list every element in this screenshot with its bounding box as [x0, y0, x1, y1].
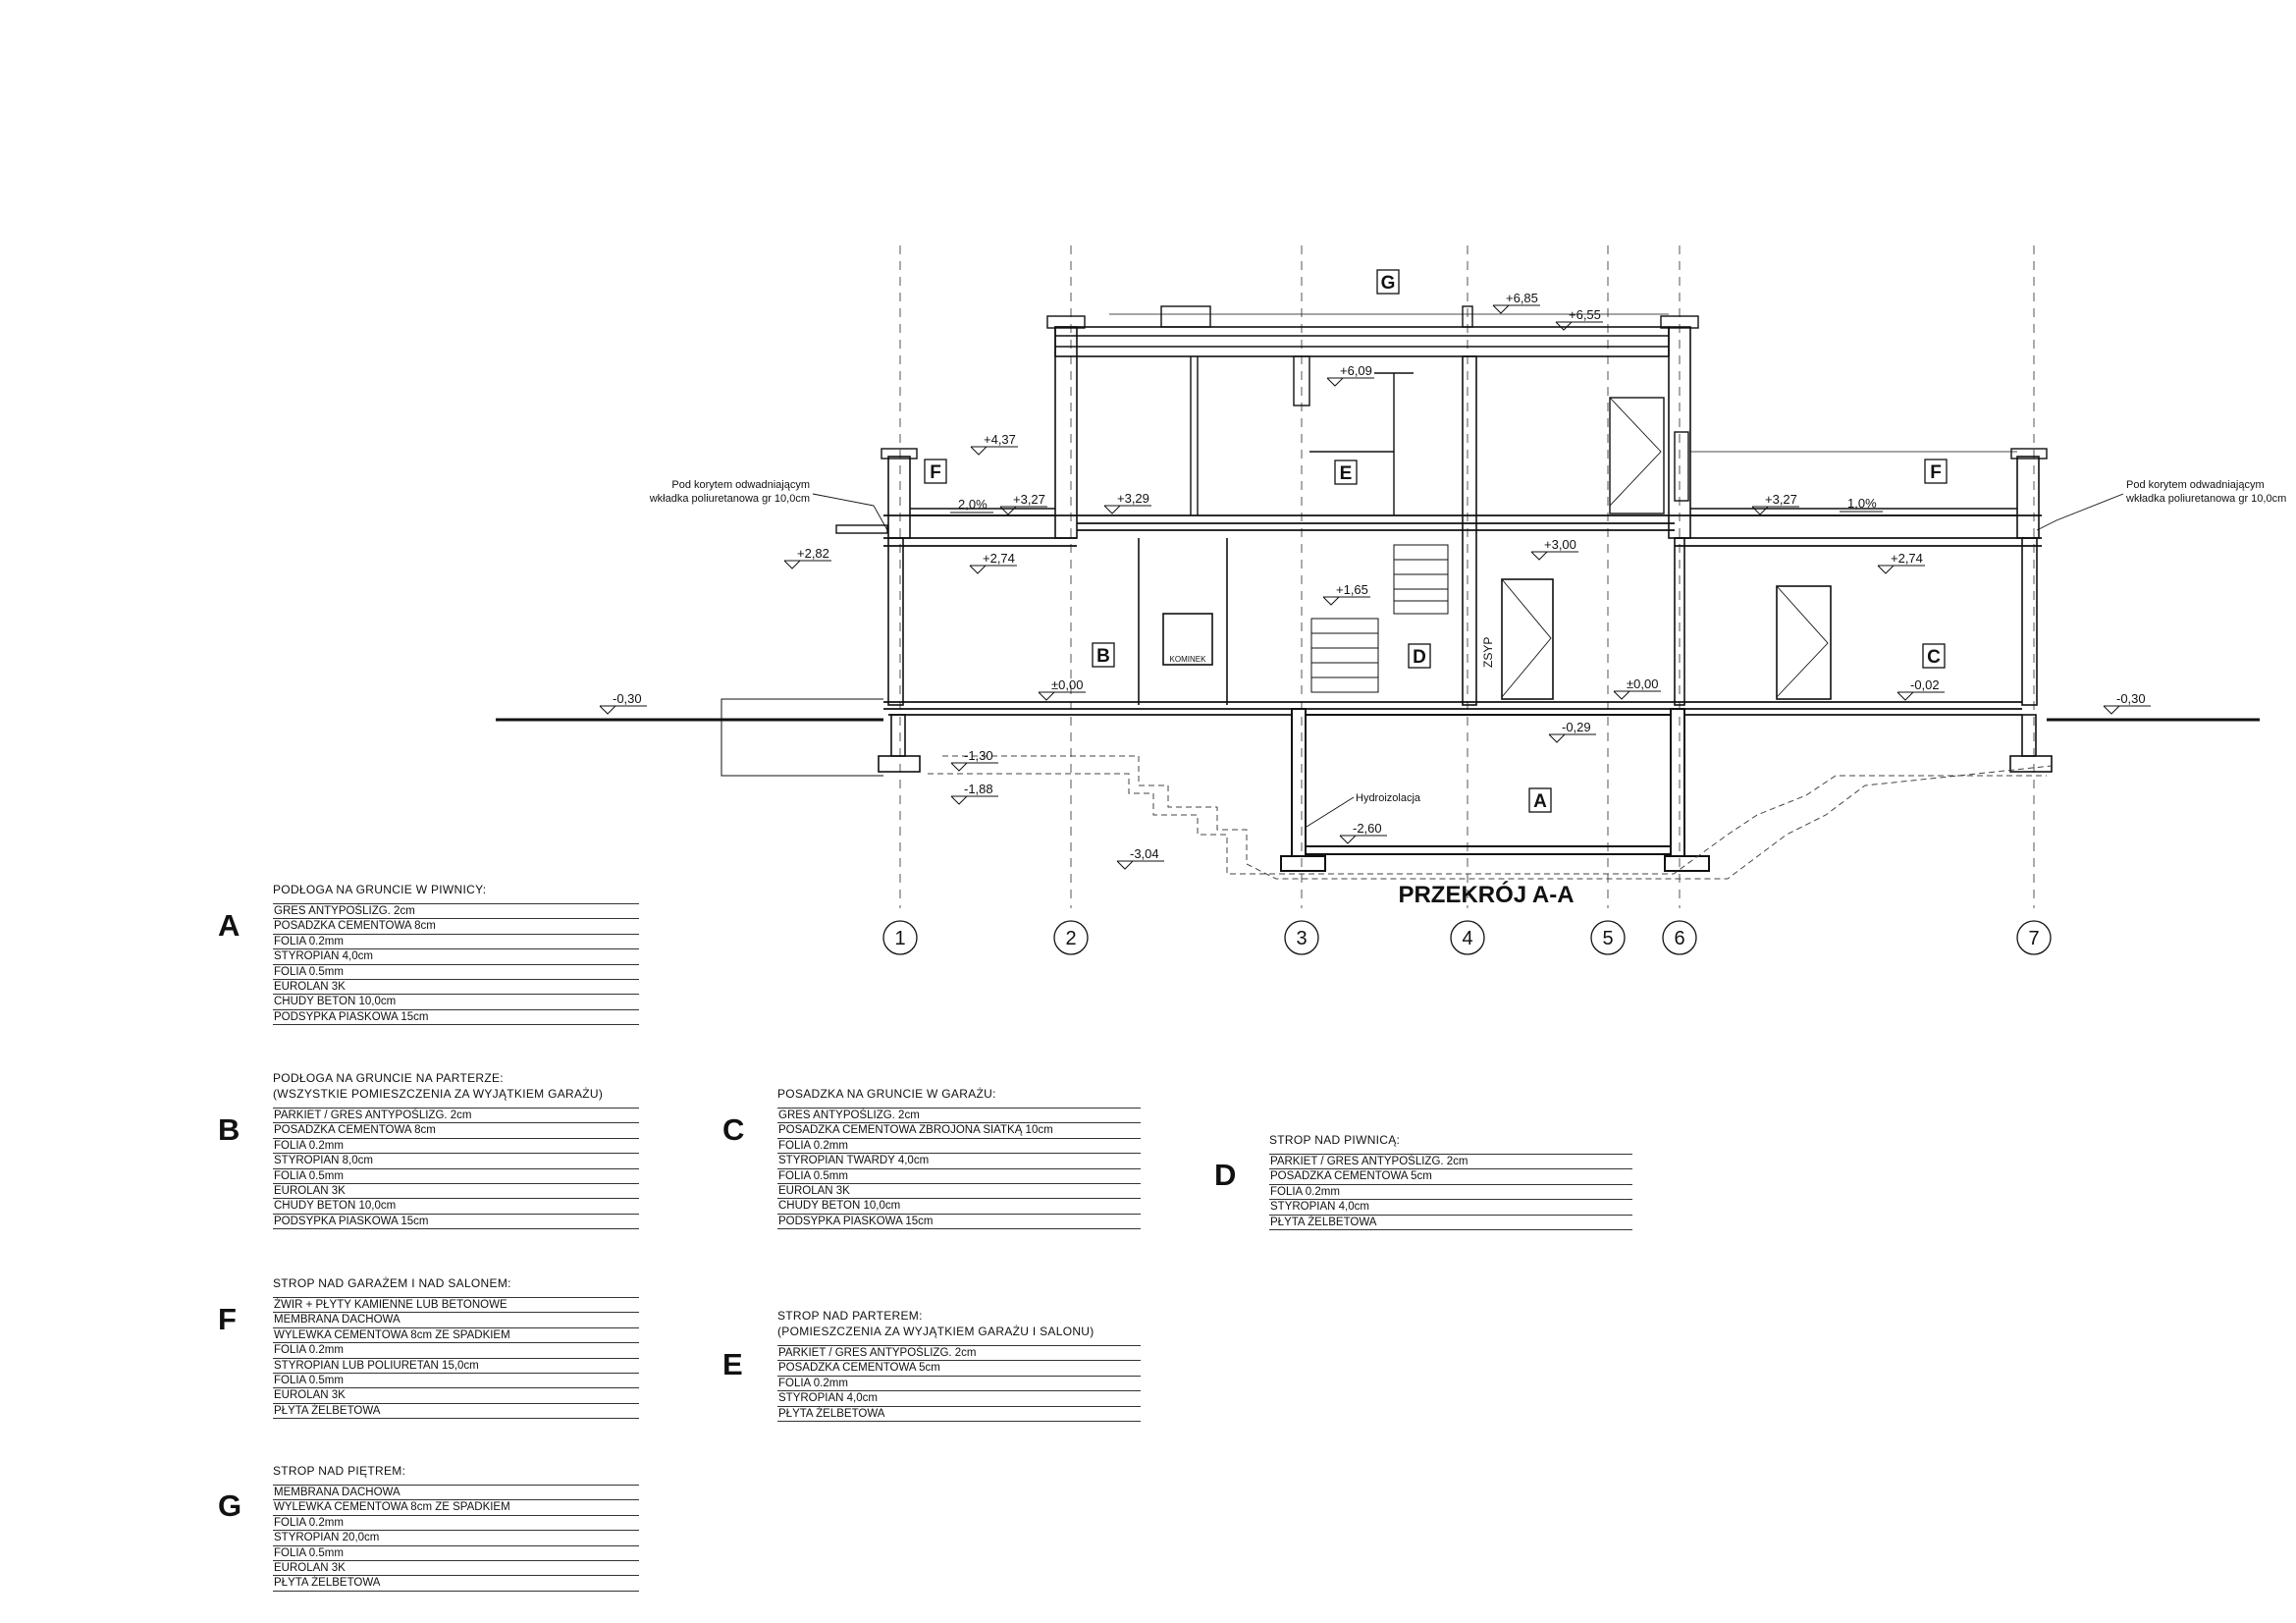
legend-layer: FOLIA 0.2mm	[777, 1376, 1141, 1390]
basement	[1281, 709, 1709, 871]
legend-layer: MEMBRANA DACHOWA	[273, 1485, 639, 1499]
legend-layer: FOLIA 0.5mm	[273, 1545, 639, 1560]
legend-layer: MEMBRANA DACHOWA	[273, 1312, 639, 1326]
legend-layer: FOLIA 0.5mm	[273, 1168, 639, 1183]
legend-layer: FOLIA 0.2mm	[273, 1342, 639, 1357]
legend-layer: FOLIA 0.2mm	[273, 934, 639, 948]
level-mark	[1340, 836, 1356, 843]
axis-label: 2	[1065, 928, 1077, 949]
low-roof-right	[1690, 449, 2047, 538]
legend-layer: WYLEWKA CEMENTOWA 8cm ZE SPADKIEM	[273, 1327, 639, 1342]
level-mark	[1614, 691, 1629, 699]
level-label: -0,02	[1910, 677, 1940, 692]
axis-label: 6	[1674, 928, 1685, 949]
legend-layer: POSADZKA CEMENTOWA 8cm	[273, 918, 639, 933]
legend-layer: PARKIET / GRES ANTYPOŚLIZG. 2cm	[1269, 1154, 1632, 1168]
legend-layers	[273, 1108, 639, 1229]
legend-heading: PODŁOGA NA GRUNCIE W PIWNICY:	[273, 883, 487, 896]
legend-layer: FOLIA 0.5mm	[273, 964, 639, 979]
zone-label: F	[1930, 462, 1942, 483]
level-mark	[1556, 322, 1572, 330]
legend-layers	[1269, 1154, 1632, 1230]
slope-label: 2,0%	[958, 497, 988, 512]
legend-layers	[273, 903, 639, 1025]
legend-layer: PODSYPKA PIASKOWA 15cm	[273, 1009, 639, 1025]
legend-F	[218, 1275, 639, 1419]
legend-layer: FOLIA 0.2mm	[273, 1515, 639, 1530]
legend-heading: PODŁOGA NA GRUNCIE NA PARTERZE:	[273, 1071, 504, 1085]
zone-label: F	[930, 462, 941, 483]
zone-label: C	[1927, 647, 1941, 668]
legend-layer: STYROPIAN 4,0cm	[1269, 1199, 1632, 1214]
level-mark	[1752, 507, 1768, 514]
legend-heading: STROP NAD PIWNICĄ:	[1269, 1133, 1401, 1147]
hydro-label: Hydroizolacja	[1356, 792, 1421, 804]
legend-letter: C	[722, 1112, 745, 1147]
axis-label: 3	[1296, 928, 1308, 949]
zone-label: G	[1380, 273, 1396, 294]
legend-layer: FOLIA 0.5mm	[273, 1373, 639, 1387]
level-label: -3,04	[1130, 846, 1159, 861]
hydro-leader	[1307, 797, 1354, 827]
legend-layer: FOLIA 0.2mm	[777, 1138, 1141, 1153]
drain-note-left-2: wkładka poliuretanowa gr 10,0cm	[649, 493, 810, 505]
level-mark	[1897, 692, 1913, 700]
zone-label: B	[1096, 646, 1110, 667]
legend-G	[218, 1463, 639, 1592]
legend-layer: PŁYTA ŻELBETOWA	[273, 1403, 639, 1419]
drain-note-left: Pod korytem odwadniającym	[671, 479, 810, 491]
level-label: +3,27	[1765, 492, 1797, 507]
slope-label: 1,0%	[1847, 496, 1877, 511]
level-label: +2,82	[797, 546, 829, 561]
legend-layer: EUROLAN 3K	[273, 1387, 639, 1402]
level-label: +3,29	[1117, 491, 1149, 506]
level-label: -0,30	[2116, 691, 2146, 706]
legend-layer: POSADZKA CEMENTOWA 8cm	[273, 1122, 639, 1137]
legend-layer: PŁYTA ŻELBETOWA	[273, 1575, 639, 1591]
legend-layer: EUROLAN 3K	[777, 1183, 1141, 1198]
legend-layers	[273, 1485, 639, 1592]
excavation-lines	[928, 756, 2052, 879]
kominek-label: KOMINEK	[1169, 655, 1206, 664]
level-label: -1,88	[964, 782, 993, 796]
level-mark	[1549, 734, 1565, 742]
legend-letter: E	[722, 1347, 743, 1381]
legend-heading: POSADZKA NA GRUNCIE W GARAŻU:	[777, 1087, 996, 1101]
legend-layer: WYLEWKA CEMENTOWA 8cm ZE SPADKIEM	[273, 1499, 639, 1514]
axis-label: 7	[2028, 928, 2040, 949]
legend-layer: PŁYTA ŻELBETOWA	[1269, 1215, 1632, 1230]
legend-layer: STYROPIAN 8,0cm	[273, 1153, 639, 1167]
axis-label: 5	[1602, 928, 1614, 949]
level-mark	[1000, 507, 1016, 514]
legend-B	[218, 1070, 639, 1229]
level-label: +6,55	[1569, 307, 1601, 322]
drain-note-right-2: wkładka poliuretanowa gr 10,0cm	[2126, 493, 2287, 505]
legend-layer: STYROPIAN 4,0cm	[777, 1390, 1141, 1405]
legend-layer: FOLIA 0.5mm	[777, 1168, 1141, 1183]
slab-ground	[883, 702, 2022, 715]
level-label: +2,74	[1891, 551, 1923, 566]
legend-heading-2: (WSZYSTKIE POMIESZCZENIA ZA WYJĄTKIEM GARAŻU)	[273, 1087, 604, 1101]
terrace	[721, 699, 883, 776]
level-mark	[1493, 305, 1509, 313]
legend-letter: B	[218, 1112, 240, 1147]
grid-lines	[900, 245, 2034, 908]
legend-layer: CHUDY BETON 10,0cm	[273, 994, 639, 1008]
legend-heading: STROP NAD PARTEREM:	[777, 1309, 923, 1323]
level-label: -1,30	[964, 748, 993, 763]
legend-layer: CHUDY BETON 10,0cm	[777, 1198, 1141, 1213]
legend-layer: STYROPIAN LUB POLIURETAN 15,0cm	[273, 1358, 639, 1373]
axis-label: 1	[894, 928, 906, 949]
legend-A	[218, 882, 639, 1025]
level-mark	[1327, 378, 1343, 386]
legend-heading-2: (POMIESZCZENIA ZA WYJĄTKIEM GARAŻU I SALONU)	[777, 1325, 1095, 1338]
level-mark	[951, 763, 967, 771]
legend-layer: PŁYTA ŻELBETOWA	[777, 1406, 1141, 1422]
zone-label: D	[1413, 647, 1426, 668]
legend-E	[722, 1308, 1141, 1422]
level-label: +6,85	[1506, 291, 1538, 305]
level-label: -0,29	[1562, 720, 1591, 734]
legend-letter: A	[218, 908, 240, 943]
level-mark	[970, 566, 986, 573]
legend-layer: PODSYPKA PIASKOWA 15cm	[777, 1214, 1141, 1229]
legend-C	[722, 1086, 1141, 1229]
level-label: +6,09	[1340, 363, 1372, 378]
legend-layer: CHUDY BETON 10,0cm	[273, 1198, 639, 1213]
legend-heading: STROP NAD PIĘTREM:	[273, 1464, 406, 1478]
legend-layer: PARKIET / GRES ANTYPOŚLIZG. 2cm	[273, 1108, 639, 1122]
legend-layer: ŻWIR + PŁYTY KAMIENNE LUB BETONOWE	[273, 1297, 639, 1312]
legend-D	[1214, 1132, 1632, 1230]
legend-letter: F	[218, 1302, 237, 1336]
level-mark	[1039, 692, 1054, 700]
legend-layer: FOLIA 0.2mm	[273, 1138, 639, 1153]
level-label: +3,27	[1013, 492, 1045, 507]
zsyp-label: ZSYP	[1481, 636, 1495, 668]
legend-layer: STYROPIAN TWARDY 4,0cm	[777, 1153, 1141, 1167]
level-label: ±0,00	[1627, 676, 1659, 691]
legend-layer: PODSYPKA PIASKOWA 15cm	[273, 1214, 639, 1229]
level-mark	[951, 796, 967, 804]
legend-heading: STROP NAD GARAŻEM I NAD SALONEM:	[273, 1276, 511, 1290]
legend-layer: EUROLAN 3K	[273, 1183, 639, 1198]
legend-layer: GRES ANTYPOŚLIZG. 2cm	[777, 1108, 1141, 1122]
zone-label: E	[1339, 463, 1353, 484]
legend-layer: EUROLAN 3K	[273, 979, 639, 994]
axis-label: 4	[1462, 928, 1473, 949]
level-mark	[971, 447, 987, 455]
foundations	[879, 715, 2052, 772]
legend-layer: POSADZKA CEMENTOWA ZBROJONA SIATKĄ 10cm	[777, 1122, 1141, 1137]
level-mark	[600, 706, 615, 714]
level-mark	[784, 561, 800, 568]
level-mark	[1117, 861, 1133, 869]
legend-layer: STYROPIAN 4,0cm	[273, 948, 639, 963]
level-mark	[1878, 566, 1894, 573]
level-label: +4,37	[984, 432, 1016, 447]
level-label: -0,30	[613, 691, 642, 706]
legend-letter: D	[1214, 1158, 1237, 1192]
legend-layer: STYROPIAN 20,0cm	[273, 1530, 639, 1544]
legend-layers	[777, 1108, 1141, 1229]
legend-layer: FOLIA 0.2mm	[1269, 1184, 1632, 1199]
level-label: -2,60	[1353, 821, 1382, 836]
zone-label: A	[1533, 791, 1547, 812]
level-label: ±0,00	[1051, 677, 1084, 692]
stairs	[1311, 545, 1448, 692]
legend-letter: G	[218, 1488, 242, 1523]
legend-layer: PARKIET / GRES ANTYPOŚLIZG. 2cm	[777, 1345, 1141, 1360]
legend-layer: POSADZKA CEMENTOWA 5cm	[1269, 1168, 1632, 1183]
level-label: +2,74	[983, 551, 1015, 566]
level-label: +3,00	[1544, 537, 1576, 552]
legend-layers	[777, 1345, 1141, 1422]
legend-layer: GRES ANTYPOŚLIZG. 2cm	[273, 903, 639, 918]
drain-leader-right	[2037, 494, 2123, 530]
level-mark	[1104, 506, 1120, 514]
level-mark	[1531, 552, 1547, 560]
section-title: PRZEKRÓJ A-A	[1398, 882, 1575, 908]
level-mark	[1323, 597, 1339, 605]
level-label: +1,65	[1336, 582, 1368, 597]
legend-layer: POSADZKA CEMENTOWA 5cm	[777, 1360, 1141, 1375]
legend-layer: EUROLAN 3K	[273, 1560, 639, 1575]
legend-layers	[273, 1297, 639, 1419]
drain-note-right: Pod korytem odwadniającym	[2126, 479, 2265, 491]
level-mark	[2104, 706, 2119, 714]
